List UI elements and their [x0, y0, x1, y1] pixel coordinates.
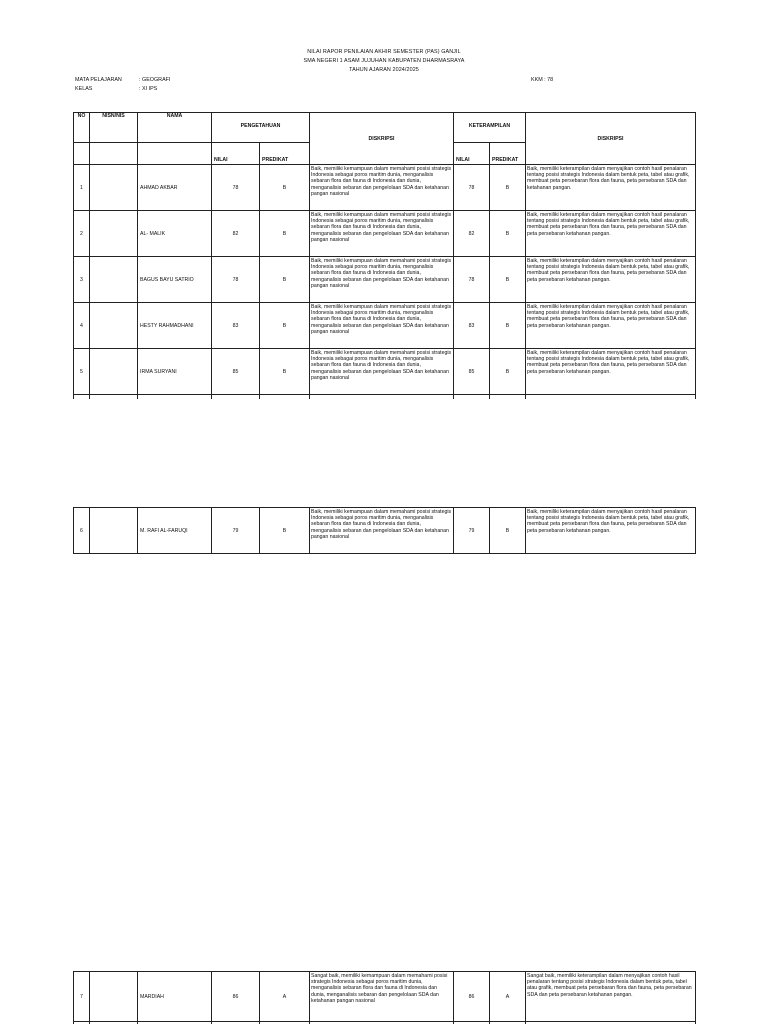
cell-nilai-pengetahuan: 79: [212, 508, 260, 554]
cell-no: 4: [74, 303, 90, 349]
cell-nama: MARDIAH: [138, 972, 212, 1022]
cell-predikat-pengetahuan: B: [260, 303, 310, 349]
cell-deskripsi-keterampilan: Sangat baik, memiliki keterampilan dalam menyajikan contoh hasil penalaran tentang posisi strategis Indonesia dalam bentuk peta, tabel atau grafik, membuat peta persebaran flora dan fauna, peta persebaran SDA dan peta persebaran ketahanan pangan.: [526, 972, 696, 1022]
cell-deskripsi-keterampilan: Baik, memiliki keterampilan dalam menyajikan contoh hasil penalaran tentang posisi strategis Indonesia dalam bentuk peta, tabel atau grafik, membuat peta persebaran flora dan fauna, peta persebaran SDA dan peta persebaran ketahanan pangan.: [526, 257, 696, 303]
cell-deskripsi-keterampilan: Baik, memiliki keterampilan dalam menyajikan contoh hasil penalaran tentang posisi strategis Indonesia dalam bentuk peta, tabel atau grafik, membuat peta persebaran flora dan fauna, peta persebaran SDA dan peta persebaran ketahanan pangan.: [526, 211, 696, 257]
report-title-line-2: SMA NEGERI 1 ASAM JUJUHAN KABUPATEN DHARMASRAYA: [303, 58, 465, 64]
report-title-line-3: TAHUN AJARAN 2024/2025: [349, 67, 419, 73]
cell-nisn: [90, 165, 138, 211]
page-1-table-area: [73, 112, 697, 399]
header-nama-spacer: [138, 143, 212, 165]
cell-no: 2: [74, 211, 90, 257]
cell-nama: AL- MALIK: [138, 211, 212, 257]
cell-nisn: [90, 303, 138, 349]
header-no: NO: [74, 113, 90, 143]
table-row: [74, 508, 696, 554]
cell-nilai-pengetahuan: 82: [212, 211, 260, 257]
cell-nilai-pengetahuan: 85: [212, 349, 260, 395]
header-pengetahuan: PENGETAHUAN: [212, 123, 310, 143]
cell-nilai-keterampilan: 79: [454, 508, 490, 554]
cell-no: 6: [74, 508, 90, 554]
cell-predikat-pengetahuan: B: [260, 349, 310, 395]
cell-predikat-pengetahuan: B: [260, 165, 310, 211]
cell-nisn: [90, 257, 138, 303]
header-diskripsi-pengetahuan: DISKRIPSI: [310, 113, 454, 165]
cell-nama: IRMA SURYANI: [138, 349, 212, 395]
table-row: [74, 303, 696, 349]
subject-value: : GEOGRAFI: [139, 77, 171, 83]
table-row: [74, 165, 696, 211]
cell-predikat-keterampilan: A: [490, 972, 526, 1022]
cell-predikat-pengetahuan: A: [260, 972, 310, 1022]
cell-nama: HESTY RAHMADHANI: [138, 303, 212, 349]
cell-deskripsi-keterampilan: Baik, memiliki keterampilan dalam menyajikan contoh hasil penalaran tentang posisi strategis Indonesia dalam bentuk peta, tabel atau grafik, membuat peta persebaran flora dan fauna, peta persebaran SDA dan ketahanan pangan.: [526, 165, 696, 211]
cell-deskripsi-keterampilan: Baik, memiliki keterampilan dalam menyajikan contoh hasil penalaran tentang posisi strategis Indonesia dalam bentuk peta, tabel atau grafik, membuat peta persebaran flora dan fauna, peta persebaran SDA dan peta persebaran ketahanan pangan.: [526, 508, 696, 554]
header-keterampilan: KETERAMPILAN: [454, 123, 526, 143]
header-diskripsi-keterampilan: DISKRIPSI: [526, 113, 696, 165]
cell-no: 1: [74, 165, 90, 211]
cell-nilai-keterampilan: 86: [454, 972, 490, 1022]
table-row: [74, 211, 696, 257]
grades-table: [73, 112, 696, 399]
header-predikat-pengetahuan: PREDIKAT: [260, 143, 310, 165]
cell-nilai-keterampilan: 78: [454, 165, 490, 211]
cell-predikat-keterampilan: B: [490, 508, 526, 554]
cell-deskripsi-pengetahuan: Baik, memiliki kemampuan dalam memahami posisi strategis Indonesia sebagai poros maritim dunia, menganalisis sebaran flora dan fauna di Indonesia dan dunia, menganalisis sebaran dan pengelolaan SDA dan ketahanan pangan nasional: [310, 257, 454, 303]
cell-predikat-keterampilan: B: [490, 349, 526, 395]
cell-nisn: [90, 972, 138, 1022]
cell-deskripsi-pengetahuan: Baik, memiliki kemampuan dalam memahami posisi strategis Indonesia sebagai poros maritim dunia, menganalisis sebaran flora dan fauna di Indonesia dan dunia, menganalisis sebaran dan pengelolaan SDA dan ketahanan pangan nasional: [310, 349, 454, 395]
cell-predikat-keterampilan: B: [490, 257, 526, 303]
cell-deskripsi-pengetahuan: Baik, memiliki kemampuan dalam memahami posisi strategis Indonesia sebagai poros maritim dunia, menganalisis sebaran flora dan fauna di Indonesia dan dunia, menganalisis sebaran dan pengelolaan SDA dan ketahanan pangan nasional: [310, 508, 454, 554]
cell-nilai-keterampilan: 85: [454, 349, 490, 395]
cell-no: 3: [74, 257, 90, 303]
report-title-line-1: NILAI RAPOR PENILAIAN AKHIR SEMESTER (PAS) GANJIL: [307, 49, 461, 55]
table-row: [74, 349, 696, 395]
cell-nisn: [90, 508, 138, 554]
cell-deskripsi-pengetahuan: Baik, memiliki kemampuan dalam memahami posisi strategis Indonesia sebagai poros maritim dunia, menganalisis sebaran flora dan fauna di Indonesia dan dunia, menganalisis sebaran dan pengelolaan SDA dan ketahanan pangan nasional: [310, 165, 454, 211]
table-row: [74, 972, 696, 1022]
cell-nilai-pengetahuan: 78: [212, 165, 260, 211]
header-pengetahuan-top: [212, 113, 310, 123]
cell-nilai-keterampilan: 83: [454, 303, 490, 349]
header-nisn-spacer: [90, 143, 138, 165]
cell-predikat-pengetahuan: B: [260, 257, 310, 303]
table-row-cut: [74, 395, 696, 400]
class-label: KELAS: [75, 86, 93, 92]
cell-nama: BAGUS BAYU SATRIO: [138, 257, 212, 303]
cell-nisn: [90, 349, 138, 395]
cell-no: 7: [74, 972, 90, 1022]
header-nilai-pengetahuan: NILAI: [212, 143, 260, 165]
cell-predikat-keterampilan: B: [490, 165, 526, 211]
cell-nilai-pengetahuan: 78: [212, 257, 260, 303]
header-no-spacer: [74, 143, 90, 165]
cell-deskripsi-pengetahuan: Baik, memiliki kemampuan dalam memahami posisi strategis Indonesia sebagai poros maritim dunia, menganalisis sebaran flora dan fauna di Indonesia dan dunia, menganalisis sebaran dan pengelolaan SDA dan ketahanan pangan nasional: [310, 303, 454, 349]
cell-deskripsi-pengetahuan: Sangat baik, memiliki kemampuan dalam memahami posisi strategis Indonesia sebagai poros maritim dunia, menganalisis sebaran flora dan fauna di Indonesia dan dunia, menganalisis sebaran dan pengelolaan SDA dan ketahanan pangan nasional: [310, 972, 454, 1022]
header-predikat-keterampilan: PREDIKAT: [490, 143, 526, 165]
table-row: [74, 257, 696, 303]
cell-no: 5: [74, 349, 90, 395]
cell-nilai-pengetahuan: 83: [212, 303, 260, 349]
cell-predikat-pengetahuan: B: [260, 508, 310, 554]
header-nilai-keterampilan: NILAI: [454, 143, 490, 165]
cell-nilai-keterampilan: 78: [454, 257, 490, 303]
subject-label: MATA PELAJARAN: [75, 77, 122, 83]
cell-predikat-pengetahuan: B: [260, 211, 310, 257]
cell-nama: M. RAFI AL-FARUQI: [138, 508, 212, 554]
cell-nilai-keterampilan: 82: [454, 211, 490, 257]
header-keterampilan-top: [454, 113, 526, 123]
cell-deskripsi-keterampilan: Baik, memiliki keterampilan dalam menyajikan contoh hasil penalaran tentang posisi strategis Indonesia dalam bentuk peta, tabel atau grafik, membuat peta persebaran flora dan fauna, peta persebaran SDA dan peta persebaran ketahanan pangan.: [526, 303, 696, 349]
header-nisn: NISN/NIS: [90, 113, 138, 143]
cell-deskripsi-keterampilan: Baik, memiliki keterampilan dalam menyajikan contoh hasil penalaran tentang posisi strategis Indonesia dalam bentuk peta, tabel atau grafik, membuat peta persebaran flora dan fauna, peta persebaran SDA dan peta persebaran ketahanan pangan.: [526, 349, 696, 395]
class-value: : XI IPS: [139, 86, 158, 92]
cell-deskripsi-pengetahuan: Baik, memiliki kemampuan dalam memahami posisi strategis Indonesia sebagai poros maritim dunia, menganalisis sebaran flora dan fauna di Indonesia dan dunia, menganalisis sebaran dan pengelolaan SDA dan ketahanan pangan nasional: [310, 211, 454, 257]
page-3-table-area: [73, 971, 697, 1024]
cell-predikat-keterampilan: B: [490, 303, 526, 349]
cell-nilai-pengetahuan: 86: [212, 972, 260, 1022]
grades-table-continued-2: [73, 971, 696, 1024]
cell-nama: AHMAD AKBAR: [138, 165, 212, 211]
kkm-value: KKM : 78: [531, 77, 554, 83]
grades-table-continued-1: [73, 507, 696, 554]
header-nama: NAMA: [138, 113, 212, 143]
cell-predikat-keterampilan: B: [490, 211, 526, 257]
cell-nisn: [90, 211, 138, 257]
